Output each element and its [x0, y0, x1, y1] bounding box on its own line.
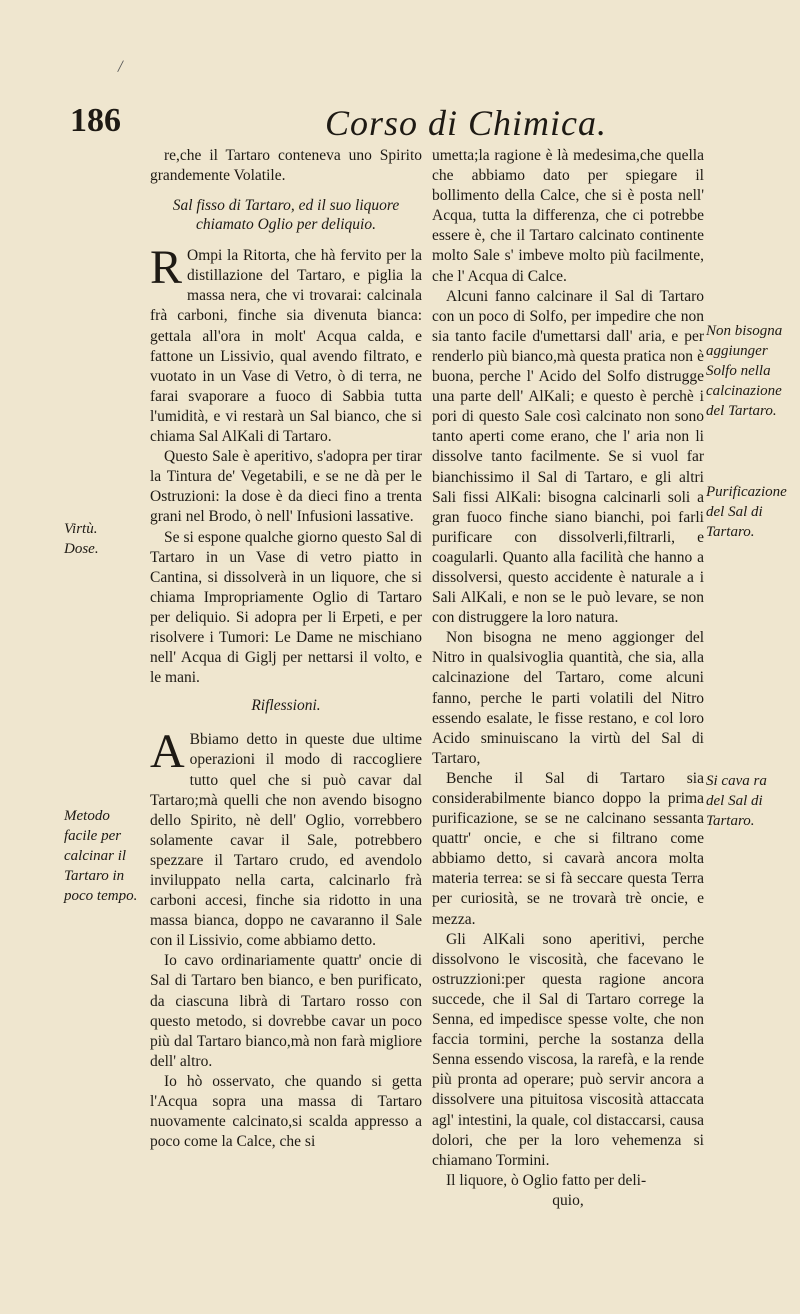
paragraph: umetta;la ragione è là medesima,che quella che abbiamo dato per spiegare il bollimento della Calce, che si è posta nell' Acqua, tutta la differenza, che ci potrebbe essere è, che il Tartaro calcinato continente molto Sale s' imbeve molto più facilmente, che l' Acqua di Calce. [432, 147, 704, 285]
margin-note-virtu: Virtù. [64, 521, 98, 537]
right-column [432, 146, 704, 1211]
paragraph: Se si espone qualche giorno questo Sal di Tartaro in un Vase di vetro piatto in Cantina, si dissolverà in un liquore, che si chiama Impropriamente Oglio di Tartaro per deliquio. Si adopra per li Erpeti, e per risolvere i Tumori: Le Dame ne mischiano nell' Acqua di Giglj per nettarsi il volto, e le mani. [150, 528, 422, 687]
drop-cap: R [150, 241, 183, 295]
margin-note-purificazione: Purificazione del Sal di Tartaro. [706, 484, 787, 540]
stray-mark: / [116, 55, 125, 77]
paragraph-text: Ompi la Ritorta, che hà fervito per la distillazione del Tartaro, e piglia la massa nera, che vi trovarai: calcinala frà carboni, finche sia divenuta bianca: gettala all'ora in molt' Acqua calda, e fattone un Lissivio, qual avendo filtrato, e vuotato in un Vase di Vetro, ò di terra, ne farai svaporare a fuoco di Sabbia tutta l'umidità, e vi restarà un Sal bianco, che si chiama Sal AlKali di Tartaro. [150, 247, 422, 446]
paragraph: Non bisogna ne meno aggionger del Nitro in qualsivoglia quantità, che sia, alla calcinazione del Tartaro, come alcuni fanno, perche le parti volatili del Nitro essendo esalate, le fisse restano, e col loro Acido sminuiscano la virtù del Sal di Tartaro, [432, 629, 704, 767]
section-heading: Riflessioni. [251, 697, 321, 715]
paragraph: Benche il Sal di Tartaro sia considerabilmente bianco doppo la prima purificazione, se se ne calcinano sessanta quattr' oncie, e che si filtrano come abbiamo detto, si cavarà ancora molta materia terrea: se si fà seccare questa Terra per curiosità, se ne trovarà trè oncie, e mezza. [432, 769, 704, 928]
paragraph: Io cavo ordinariamente quattr' oncie di Sal di Tartaro ben bianco, e ben purificato, da ciascuna librà di Tartaro rosso con questo metodo, si dovrebbe cavar un poco più dal Tartaro bianco,mà non farà migliore dell' altro. [150, 952, 422, 1070]
drop-cap: A [150, 725, 185, 779]
page-number: 186 [70, 102, 121, 139]
paragraph: re,che il Tartaro conteneva uno Spirito grandemente Volatile. [150, 147, 422, 185]
running-title: Corso di Chimica. [325, 103, 608, 143]
margin-note-si-cava: Si cava ra del Sal di Tartaro. [706, 773, 767, 829]
paragraph-text: Bbiamo detto in queste due ultime operazioni il modo di raccogliere tutto quel che si può cavar dal Tartaro;mà quelli che non avendo bisogno dello Spirito, nè dell' Oglio, vorrebbero solamente cavar il Sale, potrebbero spezzare il Tartaro crudo, ed avendolo inviluppato nella carta, calcinarlo frà carboni accesi, finche sia ridotto in una massa bianca, doppo ne cavaranno il Sale con il Lissivio, come abbiamo detto. [150, 731, 422, 950]
margin-note-metodo: Metodo facile per calcinar il Tartaro in poco tempo. [64, 808, 138, 904]
left-column [150, 146, 422, 1152]
paragraph: Il liquore, ò Oglio fatto per deli- [446, 1171, 647, 1189]
paragraph: Io hò osservato, che quando si getta l'Acqua sopra una massa di Tartaro nuovamente calcinato,si scalda appresso a poco come la Calce, che si [150, 1072, 422, 1151]
paragraph: Gli AlKali sono aperitivi, perche dissolvono le viscosità, che facevano le ostruzzioni:per questa ragione ancora succede, che il Sal di Tartaro correge la Senna, ed impedisce spesse volte, che non faccia tormini, perche la sostanza della Senna essendo viscosa, la rarefà, e la rende più pronta ad operare; può servir ancora a dissolvere una pituitosa viscosità attaccata agl' intestini, la quale, col distaccarsi, causa dolori, che per la loro vehemenza si chiamano Tormini. [432, 930, 704, 1169]
paragraph: Alcuni fanno calcinare il Sal di Tartaro con un poco di Solfo, per impedire che non sia tanto facile d'umettarsi dall' aria, e per renderlo più bianco,mà questa pratica non è buona, perche l' Acido del Solfo distrugge una parte dell' AlKali; e questo è perchè i pori di questo Sale così calcinato non sono tanto aperti come erano, che l' aria non li dissolve tanto facilmente. Se si vuol far bianchissimo il Sal di Tartaro, e gli altri Sali fissi AlKali: bisogna calcinarli soli a gran fuoco finche siano bianchi, poi farli purificare con dissolverli,filtrarli, e coagularli. Quanto alla facilità che hanno a dissolversi, questo accidente è naturale a i Sali AlKali, e non se le può levare, se non con distruggere la loro natura. [432, 287, 704, 627]
margin-note-solfo: Non bisogna aggiunger Solfo nella calcinazione del Tartaro. [706, 323, 783, 419]
catchword: quio, [552, 1191, 584, 1209]
margin-note-dose: Dose. [64, 541, 99, 557]
paragraph: Questo Sale è aperitivo, s'adopra per tirar la Tintura de' Vegetabili, e se ne dà per le Ostruzioni: la dose è da dieci fino a trenta grani nel Brodo, ò nell' Infusioni lassative. [150, 448, 422, 526]
page-header [70, 102, 770, 142]
paragraph [150, 241, 422, 447]
paragraph [150, 725, 422, 951]
section-heading: Sal fisso di Tartaro, ed il suo liquore chiamato Oglio per deliquio. [172, 197, 400, 234]
